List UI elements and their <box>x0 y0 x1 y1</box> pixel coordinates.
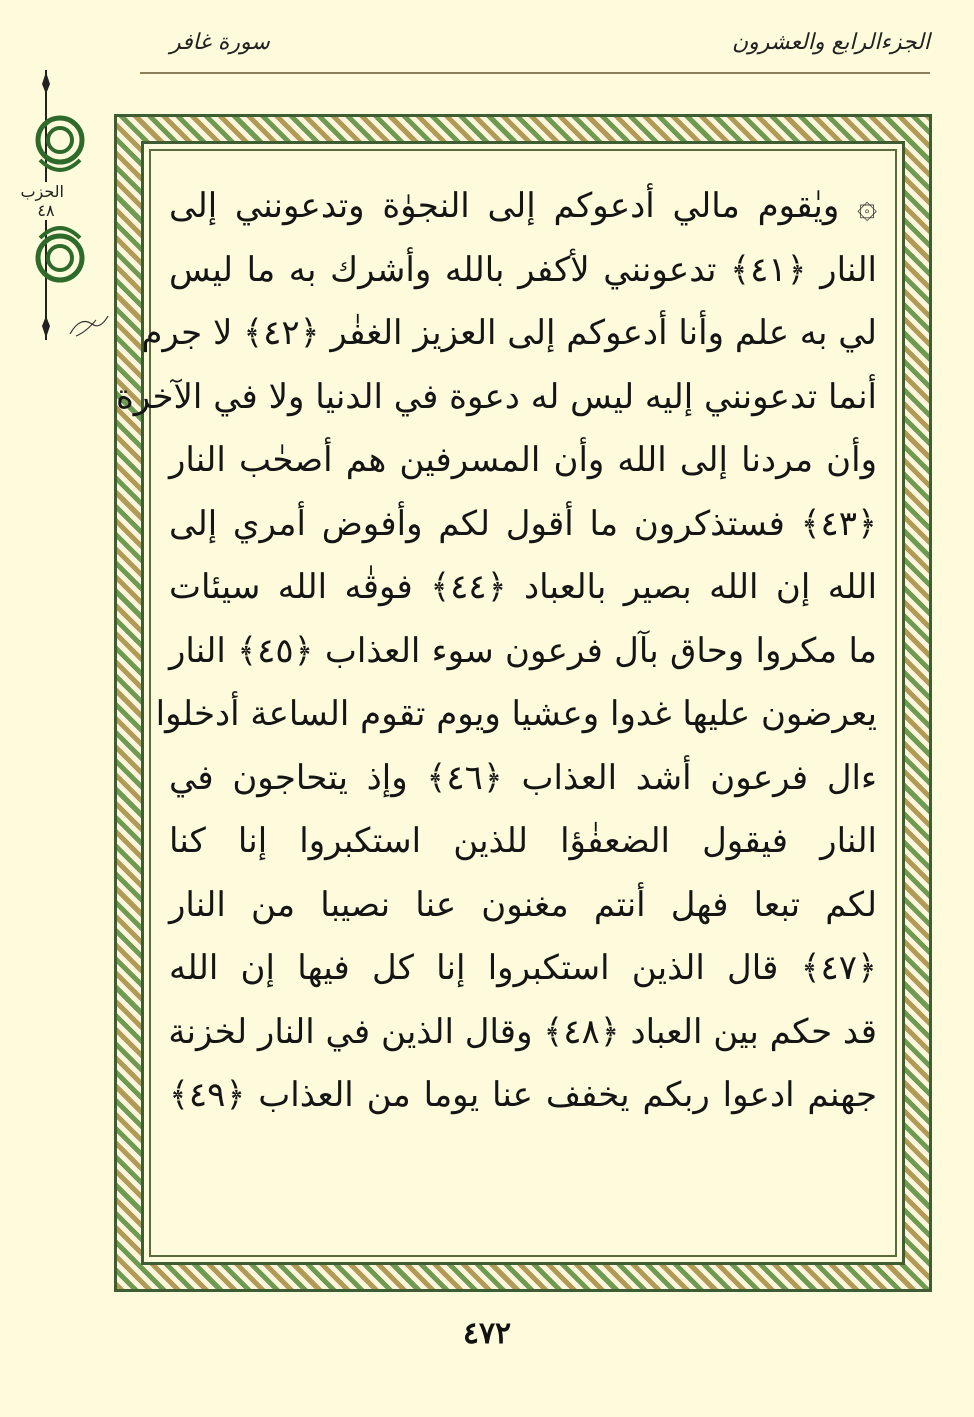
verse-line: لي به علم وأنا أدعوكم إلى العزيز الغفٰر ﴿٤٢﴾ لا جرم <box>141 313 877 353</box>
verse-line: الله إن الله بصير بالعباد ﴿٤٤﴾ فوقٰه الله سيئات <box>169 567 878 607</box>
hizb-label-text: الحزب <box>20 182 64 201</box>
verse-line: ءال فرعون أشد العذاب ﴿٤٦﴾ وإذ يتحاجون في <box>169 757 877 798</box>
hizb-number: ٤٨ <box>37 201 55 220</box>
verse-line: جهنم ادعوا ربكم يخفف عنا يوما من العذاب ﴿٤٩﴾ <box>169 1075 877 1115</box>
page-number: ٤٧٢ <box>462 1316 512 1351</box>
verse-line: قد حكم بين العباد ﴿٤٨﴾ وقال الذين في النار لخزنة <box>168 1011 877 1052</box>
inner-border <box>115 141 905 1265</box>
header-divider <box>140 72 930 74</box>
verse-line: وأن مردنا إلى الله وأن المسرفين هم أصحٰب النار <box>169 440 877 480</box>
verse-line: ما مكروا وحاق بآل فرعون سوء العذاب ﴿٤٥﴾ النار <box>169 630 878 671</box>
hizb-label <box>20 182 64 220</box>
juz-header: الجزءالرابع والعشرون <box>732 30 930 55</box>
pencil-mark-icon <box>66 312 110 340</box>
verse-line: لكم تبعا فهل أنتم مغنون عنا نصيبا من النار <box>169 884 877 925</box>
page-frame <box>114 114 932 1292</box>
ornamental-border <box>117 117 929 1289</box>
surah-header: سورة غافر <box>170 30 270 55</box>
verse-line: أنما تدعونني إليه ليس له دعوة في الدنيا ولا في الآخرة <box>115 376 877 417</box>
verse-line: ﴿٤٣﴾ فستذكرون ما أقول لكم وأفوض أمري إلى <box>169 503 877 544</box>
verse-text-panel <box>115 149 897 1257</box>
verse-line: ۞ ويٰقوم مالي أدعوكم إلى النجوٰة وتدعونني إلى <box>169 186 877 226</box>
verse-line: النار فيقول الضعفٰؤا للذين استكبروا إنا كنا <box>169 821 877 861</box>
verse-line: يعرضون عليها غدوا وعشيا ويوم تقوم الساعة أدخلوا <box>155 694 877 734</box>
verse-line: النار ﴿٤١﴾ تدعونني لأكفر بالله وأشرك به ما ليس <box>169 249 877 290</box>
verse-line: ﴿٤٧﴾ قال الذين استكبروا إنا كل فيها إن الله <box>169 948 877 988</box>
